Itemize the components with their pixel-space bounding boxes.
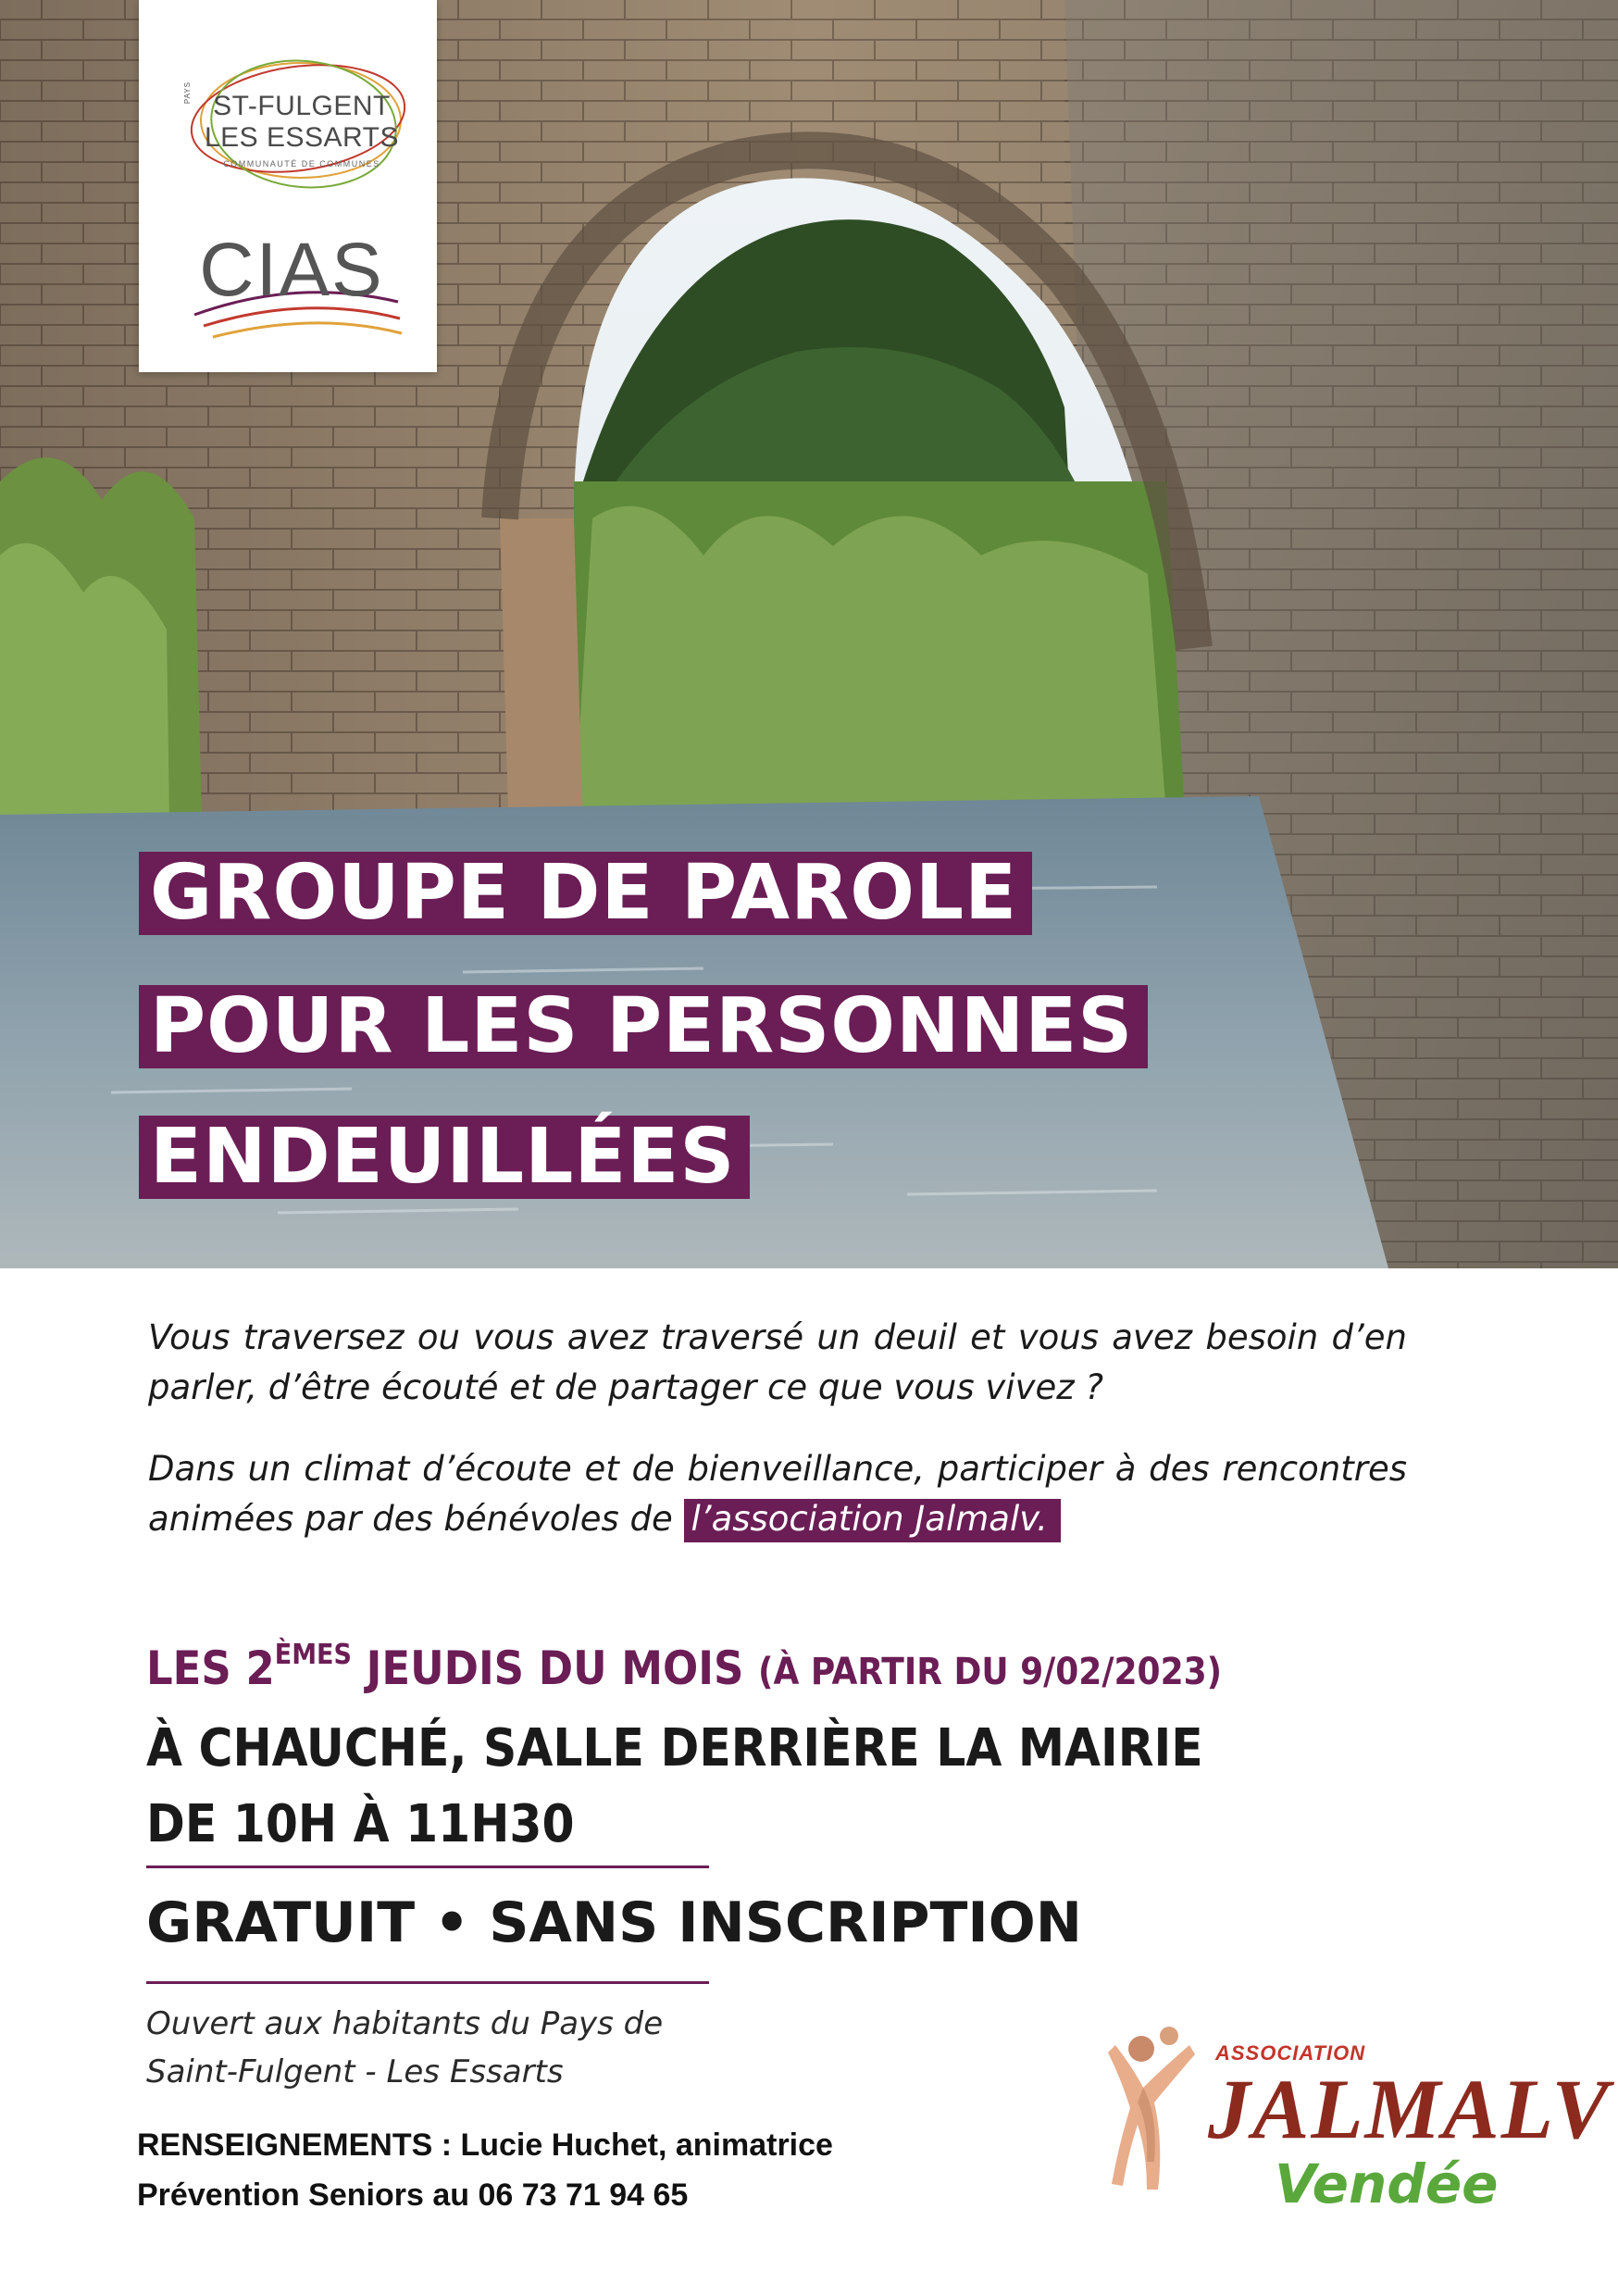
eligibility-note (146, 2000, 663, 2096)
intro-paragraph-1: Vous traversez ou vous avez traversé un deuil et vous avez besoin d’en parler, d’être écouté et de partager ce que vous vivez ? (148, 1317, 1407, 1407)
association-highlight: l’association Jalmalv. (684, 1499, 1061, 1542)
schedule-when-prefix: LES 2 (146, 1641, 275, 1695)
intro-paragraph-2 (148, 1444, 1407, 1544)
dancing-figure-icon (1097, 2023, 1226, 2227)
contact-info (137, 2120, 833, 2220)
partner-region: Vendée (1275, 2152, 1499, 2215)
title-line-1: GROUPE DE PAROLE (139, 852, 1032, 935)
title-line-3: ENDEUILLÉES (139, 1116, 750, 1199)
eligibility-line-2: Saint-Fulgent - Les Essarts (146, 2053, 564, 2090)
schedule-start-date: (À PARTIR DU 9/02/2023) (758, 1651, 1223, 1693)
contact-line-2: Prévention Seniors au 06 73 71 94 65 (137, 2177, 689, 2213)
schedule-when-main: JEUDIS DU MOIS (351, 1641, 759, 1695)
schedule-location: À CHAUCHÉ, SALLE DERRIÈRE LA MAIRIE (146, 1718, 1203, 1778)
cias-logo (139, 0, 437, 372)
jalmalv-logo (1097, 2023, 1611, 2227)
schedule-when-sup: ÈMES (274, 1639, 352, 1671)
logo-swoosh-icon (139, 0, 437, 372)
schedule-when (146, 1639, 1222, 1695)
intro-paragraph-2-text: Dans un climat d’écoute et de bienveillance, participer à des rencontres animées par des bénévoles de (148, 1449, 1407, 1539)
logo-pays-label: PAYS (183, 81, 192, 105)
divider (146, 1981, 709, 1984)
eligibility-line-1: Ouvert aux habitants du Pays de (146, 2005, 664, 2042)
logo-line-1: ST-FULGENT (213, 91, 391, 121)
logo-subtitle: COMMUNAUTÉ DE COMMUNES (223, 159, 380, 168)
divider (146, 1866, 709, 1868)
contact-line-1: RENSEIGNEMENTS : Lucie Huchet, animatrice (137, 2128, 833, 2163)
schedule-time: DE 10H À 11H30 (146, 1794, 575, 1854)
title-line-2: POUR LES PERSONNES (139, 985, 1148, 1068)
partner-name: JALMALV (1208, 2062, 1611, 2156)
price-info: GRATUIT • SANS INSCRIPTION (146, 1890, 1082, 1955)
partner-association-label: ASSOCIATION (1215, 2041, 1366, 2065)
logo-cias: CIAS (199, 228, 384, 312)
logo-line-2: LES ESSARTS (204, 122, 400, 153)
